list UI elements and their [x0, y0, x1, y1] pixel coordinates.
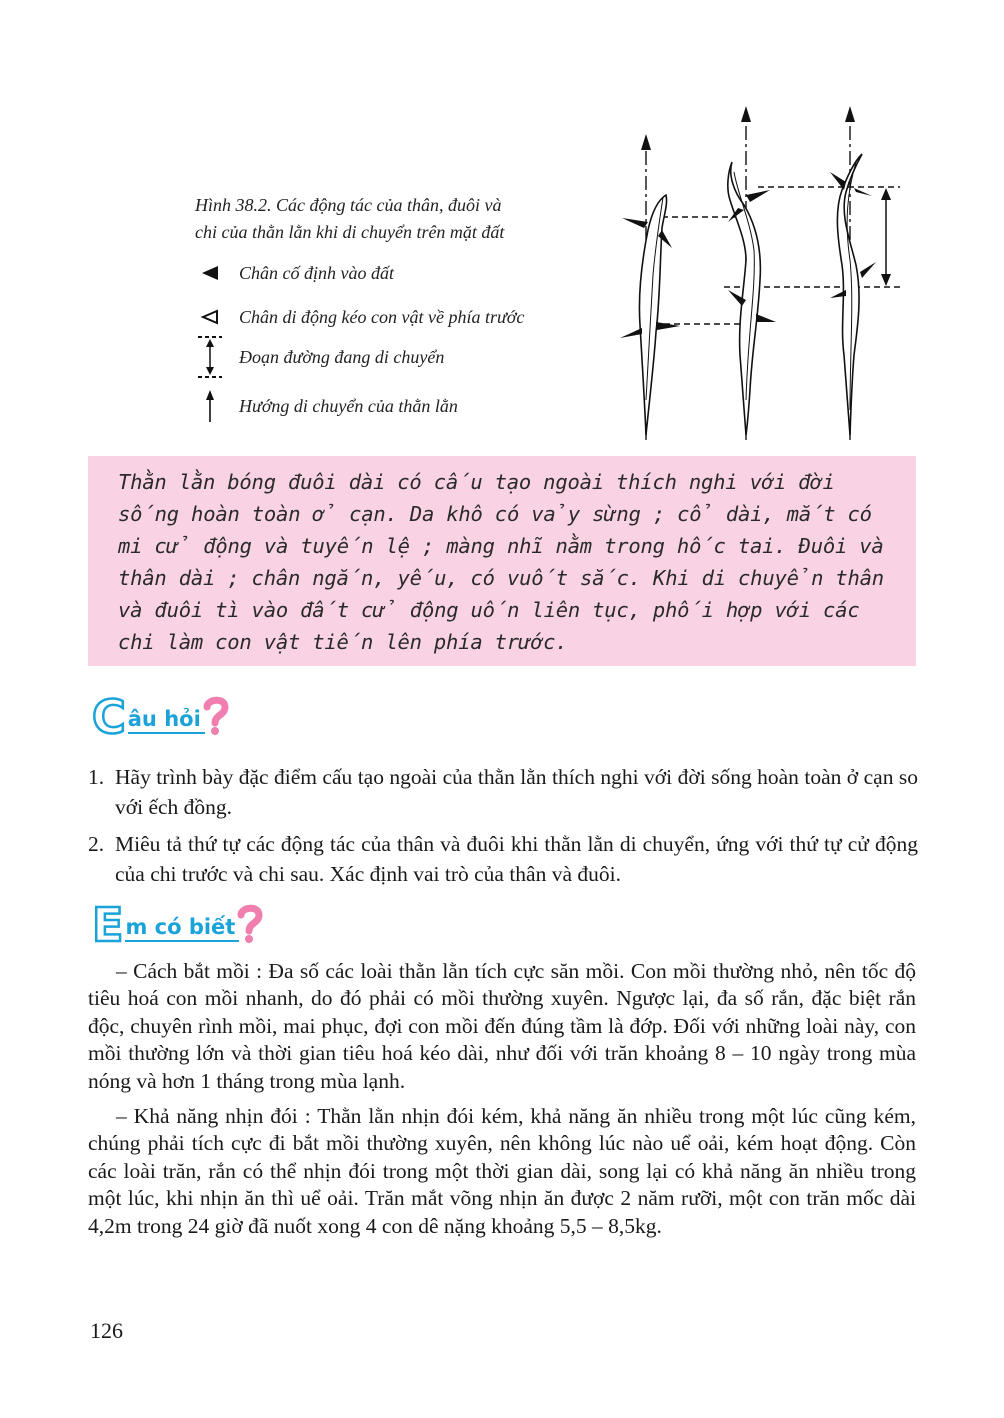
filled-triangle-icon	[193, 258, 227, 288]
list-item	[88, 829, 918, 889]
summary-box	[88, 456, 916, 666]
legend-label: Chân cố định vào đất	[239, 262, 394, 283]
paragraph-feeding: – Cách bắt mồi : Đa số các loài thằn lằn tích cực săn mồi. Con mồi thường nhỏ, nên tốc độ tiêu hoá con mồi nhanh, do đó phải có mồi thường xuyên. Ngược lại, đa số rắn, đặc biệt rắn độc, chuyên rình mồi, mai phục, đợi con mồi đến đúng tầm là đớp. Đối với những loài này, con mồi thường lớn và thời gian tiêu hoá kéo dài, như đối với trăn khoảng 8 – 10 ngày trong mùa nóng và hơn 1 tháng trong mùa lạnh.	[88, 959, 916, 1093]
questions-heading	[92, 690, 231, 744]
hollow-triangle-icon	[193, 302, 227, 332]
question-mark-icon	[201, 695, 231, 740]
summary-text: Thằn lằn bóng đuôi dài có cấu tạo ngoài thích nghi với đời sống hoàn toàn ở cạn. Da khô có vảy sừng ; cổ dài, mắt có mi cử động và tuyến lệ ; màng nhĩ nằm trong hốc tai. Đuôi và thân dài ; chân ngắn, yếu, có vuốt sắc. Khi di chuyển thân và đuôi tì vào đất cử động uốn liên tục, phối hợp với các chi làm con vật tiến lên phía trước.	[118, 470, 884, 654]
list-item	[88, 762, 918, 822]
figure-caption	[195, 192, 575, 246]
heading-title: âu hỏi	[128, 707, 205, 734]
did-you-know-text	[88, 958, 916, 1248]
legend-item-moving-leg	[193, 302, 524, 332]
did-you-know-heading	[92, 898, 265, 952]
heading-initial: C	[92, 690, 126, 744]
question-text: Miêu tả thứ tự các động tác của thân và đuôi khi thằn lằn di chuyển, ứng với thứ tự cử động của chi trước và chi sau. Xác định vai trò của thân và đuôi.	[115, 832, 918, 886]
legend-item-direction	[193, 389, 458, 423]
paragraph-fasting: – Khả năng nhịn đói : Thằn lằn nhịn đói kém, khả năng ăn nhiều trong một lúc cũng kém, chúng phải tích cực đi bắt mồi thường xuyên, nên không lúc nào uể oải, kém hoạt động. Còn các loài trăn, rắn có thể nhịn đói trong một thời gian dài, song lại có khả năng ăn nhiều trong một lúc, khi nhịn ăn thì uể oải. Trăn mắt võng nhịn ăn được 2 năm rưỡi, một con trăn mốc dài 4,2m trong 24 giờ đã nuốt xong 4 con dê nặng khoảng 5,5 – 8,5kg.	[88, 1104, 916, 1238]
legend-label: Đoạn đường đang di chuyển	[239, 346, 445, 367]
page-number: 126	[90, 1318, 123, 1343]
legend-label: Hướng di chuyển của thằn lằn	[239, 395, 458, 416]
question-number: 2.	[88, 832, 105, 856]
segment-arrow-icon	[193, 332, 227, 382]
questions-list	[88, 762, 918, 896]
legend-label: Chân di động kéo con vật về phía trước	[239, 306, 525, 327]
heading-initial: E	[92, 898, 124, 952]
legend-item-segment	[193, 332, 444, 382]
question-number: 1.	[88, 765, 105, 789]
question-mark-icon	[235, 903, 265, 948]
heading-title: m có biết	[125, 915, 239, 942]
question-text: Hãy trình bày đặc điểm cấu tạo ngoài của thằn lằn thích nghi với đời sống hoàn toàn ở cạn so với ếch đồng.	[115, 765, 918, 819]
caption-line-1: Hình 38.2. Các động tác của thân, đuôi và	[195, 195, 502, 215]
caption-line-2: chi của thằn lằn khi di chuyển trên mặt đất	[195, 222, 505, 242]
up-arrow-icon	[193, 389, 227, 423]
legend-item-fixed-leg	[193, 258, 394, 288]
lizard-locomotion-illustration	[600, 100, 920, 445]
